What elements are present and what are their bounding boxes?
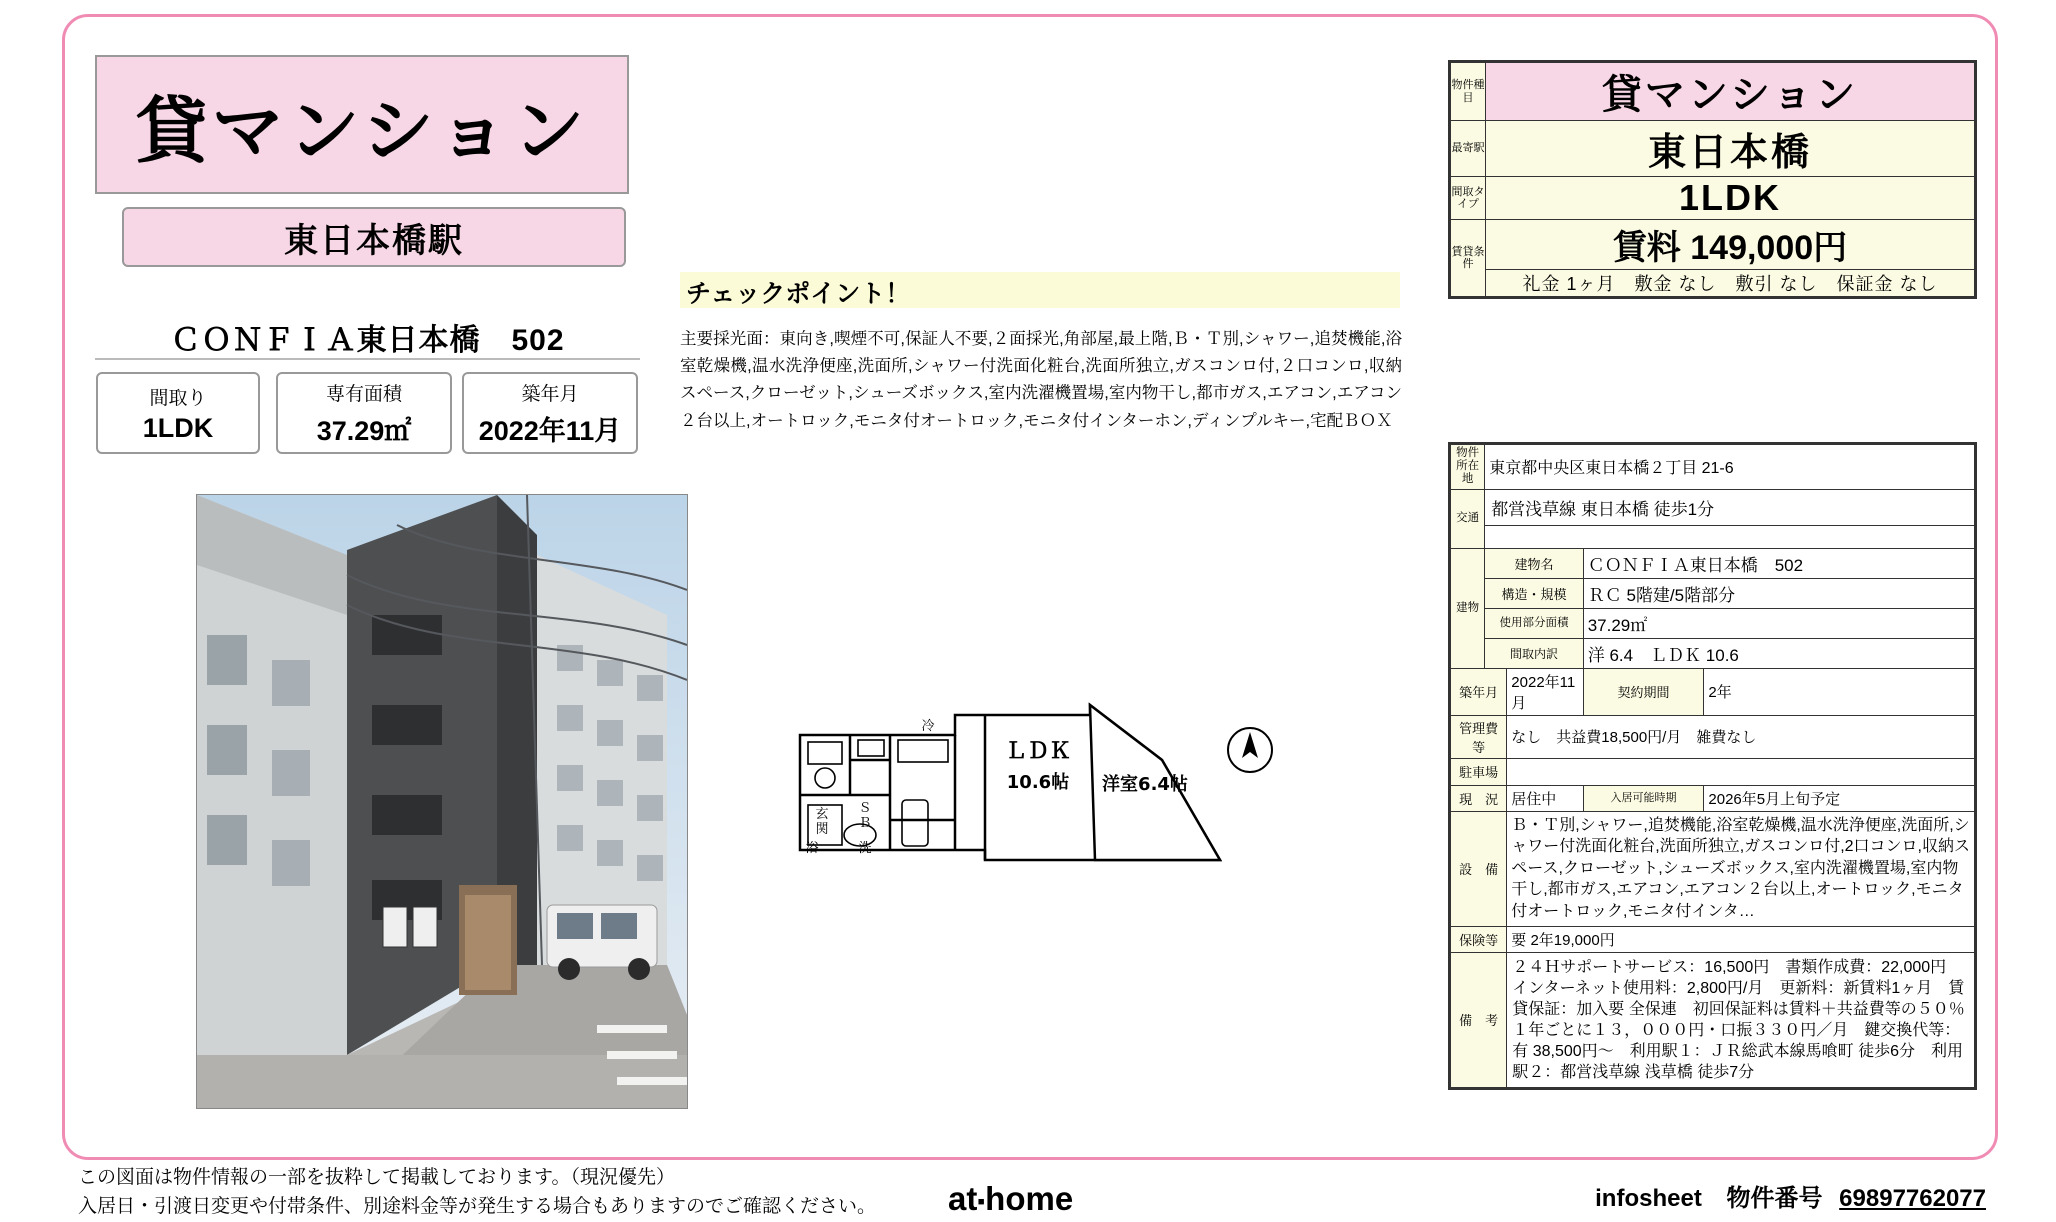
detail-value-remarks: ２４Ｈサポートサービス：16,500円 書類作成費：22,000円 インターネット使用料：2,800円/月 更新料：新賃料1ヶ月 賃貸保証：加入要 全保連 初回保証料は賃料＋共益費等の５０％ １年ごとに１３，０００円・口振３３０円／月 鍵交換代等：有 38,500円〜 利用駅１：ＪＲ総武本線馬喰町 徒歩6分 利用駅２：都営浅草線 浅草橋 徒歩7分 xyxy=(1507,952,1975,1088)
spec-layout xyxy=(96,372,260,454)
detail-label-insurance: 保険等 xyxy=(1451,926,1507,952)
detail-label-building-name: 建物名 xyxy=(1485,548,1584,578)
spec-layout-label: 間取り xyxy=(149,387,207,409)
floorplan-label-bath: 浴 xyxy=(805,841,819,856)
footer-note-2: 入居日・引渡日変更や付帯条件、別途料金等が発生する場合もありますのでご確認ください。 xyxy=(78,1196,877,1218)
svg-text:Ｂ: Ｂ xyxy=(858,816,872,831)
detail-label-address: 物件所在地 xyxy=(1451,445,1485,490)
floor-plan-drawing xyxy=(790,700,1360,1120)
detail-label-available: 入居可能時期 xyxy=(1583,785,1704,811)
summary-value-rent: 賃料 149,000円 xyxy=(1486,220,1975,270)
divider xyxy=(95,358,640,360)
floorplan-label-entrance: 玄 xyxy=(815,807,829,822)
detail-value-access2 xyxy=(1485,525,1975,548)
summary-value-type: 貸マンション xyxy=(1486,63,1975,121)
floorplan-ldk-label: ＬＤＫ xyxy=(1004,739,1072,764)
floorplan-label-shoebox: Ｓ xyxy=(858,801,872,816)
floorplan-label-wash: 洗 xyxy=(858,841,872,856)
detail-value-parking xyxy=(1507,758,1975,785)
athome-logo-text: at xyxy=(948,1180,978,1217)
detail-value-status: 居住中 xyxy=(1507,785,1583,811)
detail-label-access: 交通 xyxy=(1451,489,1485,548)
footer-notes xyxy=(78,1163,876,1222)
summary-table xyxy=(1448,60,1977,299)
detail-label-parking: 駐車場 xyxy=(1451,758,1507,785)
detail-value-layout: 洋 6.4 ＬＤＫ 10.6 xyxy=(1583,638,1974,668)
detail-label-built: 築年月 xyxy=(1451,668,1507,715)
floorplan-ldk-size: 10.6帖 xyxy=(1006,772,1070,793)
spec-built-label: 築年月 xyxy=(521,383,579,405)
spec-built xyxy=(462,372,638,454)
property-no-label: 物件番号 xyxy=(1726,1185,1823,1212)
spec-area-label: 専有面積 xyxy=(325,383,402,405)
spec-area-value: 37.29㎡ xyxy=(316,415,412,446)
detail-label-mgmt: 管理費等 xyxy=(1451,715,1507,758)
athome-logo: at▪home xyxy=(948,1180,1074,1217)
detail-label-contract: 契約期間 xyxy=(1583,668,1704,715)
building-photo xyxy=(196,494,688,1109)
floor-plan xyxy=(790,700,1360,900)
floorplan-room-label: 洋室6.4帖 xyxy=(1102,774,1188,795)
checkpoint-body: 主要採光面：東向き,喫煙不可,保証人不要,２面採光,角部屋,最上階,Ｂ・Ｔ別,シャワー,追焚機能,浴室乾燥機,温水洗浄便座,洗面所,シャワー付洗面化粧台,洗面所独立,ガスコンロ付,２口コンロ,収納スペース,クローゼット,シューズボックス,室内洗濯機置場,室内物干し,都市ガス,エアコン,エアコン２台以上,オートロック,モニタ付オートロック,モニタ付インターホン,ディンプルキー,宅配ＢＯＸ xyxy=(680,330,1402,430)
detail-value-area: 37.29㎡ xyxy=(1583,608,1974,638)
detail-label-structure: 構造・規模 xyxy=(1485,578,1584,608)
detail-label-equip: 設 備 xyxy=(1451,811,1507,926)
detail-value-contract: 2年 xyxy=(1704,668,1975,715)
detail-value-address: 東京都中央区東日本橋２丁目 21-6 xyxy=(1485,445,1975,490)
summary-label-layout: 間取タイプ xyxy=(1451,177,1486,220)
station-banner xyxy=(122,207,626,267)
detail-label-layout: 間取内訳 xyxy=(1485,638,1584,668)
infosheet-label: infosheet xyxy=(1595,1185,1702,1212)
detail-value-building-name: ＣＯＮＦＩＡ東日本橋 502 xyxy=(1583,548,1974,578)
summary-value-rent-terms: 礼金 1ヶ月 敷金 なし 敷引 なし 保証金 なし xyxy=(1486,270,1975,297)
footer-note-1: この図面は物件情報の一部を抜粋して掲載しております。（現況優先） xyxy=(78,1167,675,1188)
detail-value-mgmt: なし 共益費18,500円/月 雑費なし xyxy=(1507,715,1975,758)
building-name: ＣＯＮＦＩＡ東日本橋 502 xyxy=(170,324,565,357)
detail-value-access1: 都営浅草線 東日本橋 徒歩1分 xyxy=(1485,489,1975,525)
property-no-value: 69897762077 xyxy=(1839,1185,1986,1212)
detail-table xyxy=(1448,442,1981,1090)
station-text: 東日本橋駅 xyxy=(284,221,464,260)
detail-label-status: 現 況 xyxy=(1451,785,1507,811)
building-photo-image xyxy=(197,495,687,1108)
checkpoint-title: チェックポイント！ xyxy=(686,280,911,308)
svg-text:関: 関 xyxy=(815,822,829,837)
detail-label-remarks: 備 考 xyxy=(1451,952,1507,1088)
infosheet-footer xyxy=(1595,1178,1986,1213)
spec-layout-value: 1LDK xyxy=(142,412,214,443)
summary-label-station: 最寄駅 xyxy=(1451,121,1486,177)
summary-value-layout: 1LDK xyxy=(1486,177,1975,220)
checkpoint-header xyxy=(680,272,1400,308)
detail-value-equip: Ｂ・Ｔ別,シャワー,追焚機能,浴室乾燥機,温水洗浄便座,洗面所,シャワー付洗面化粧台,洗面所独立,ガスコンロ付,2口コンロ,収納スペース,クローゼット,シューズボックス,室内洗濯機置場,室内物干し,都市ガス,エアコン,エアコン２台以上,オートロック,モニタ付オートロック,モニタ付インタ… xyxy=(1507,811,1975,926)
detail-value-built: 2022年11月 xyxy=(1507,668,1583,715)
detail-value-insurance: 要 2年19,000円 xyxy=(1507,926,1975,952)
compass-icon xyxy=(1228,728,1272,772)
detail-label-building: 建物 xyxy=(1451,548,1485,668)
summary-label-rent: 賃貸条件 xyxy=(1451,220,1486,297)
summary-value-station: 東日本橋 xyxy=(1486,121,1975,177)
property-type-text: 貸マンション xyxy=(135,91,589,172)
spec-built-value: 2022年11月 xyxy=(478,415,622,446)
detail-label-area: 使用部分面積 xyxy=(1485,608,1584,638)
summary-label-type: 物件種目 xyxy=(1451,63,1486,121)
detail-value-available: 2026年5月上旬予定 xyxy=(1704,785,1975,811)
spec-area xyxy=(276,372,452,454)
property-type-banner xyxy=(95,55,629,194)
detail-value-structure: ＲＣ 5階建/5階部分 xyxy=(1583,578,1974,608)
floorplan-label-fridge: 冷 xyxy=(921,719,935,734)
